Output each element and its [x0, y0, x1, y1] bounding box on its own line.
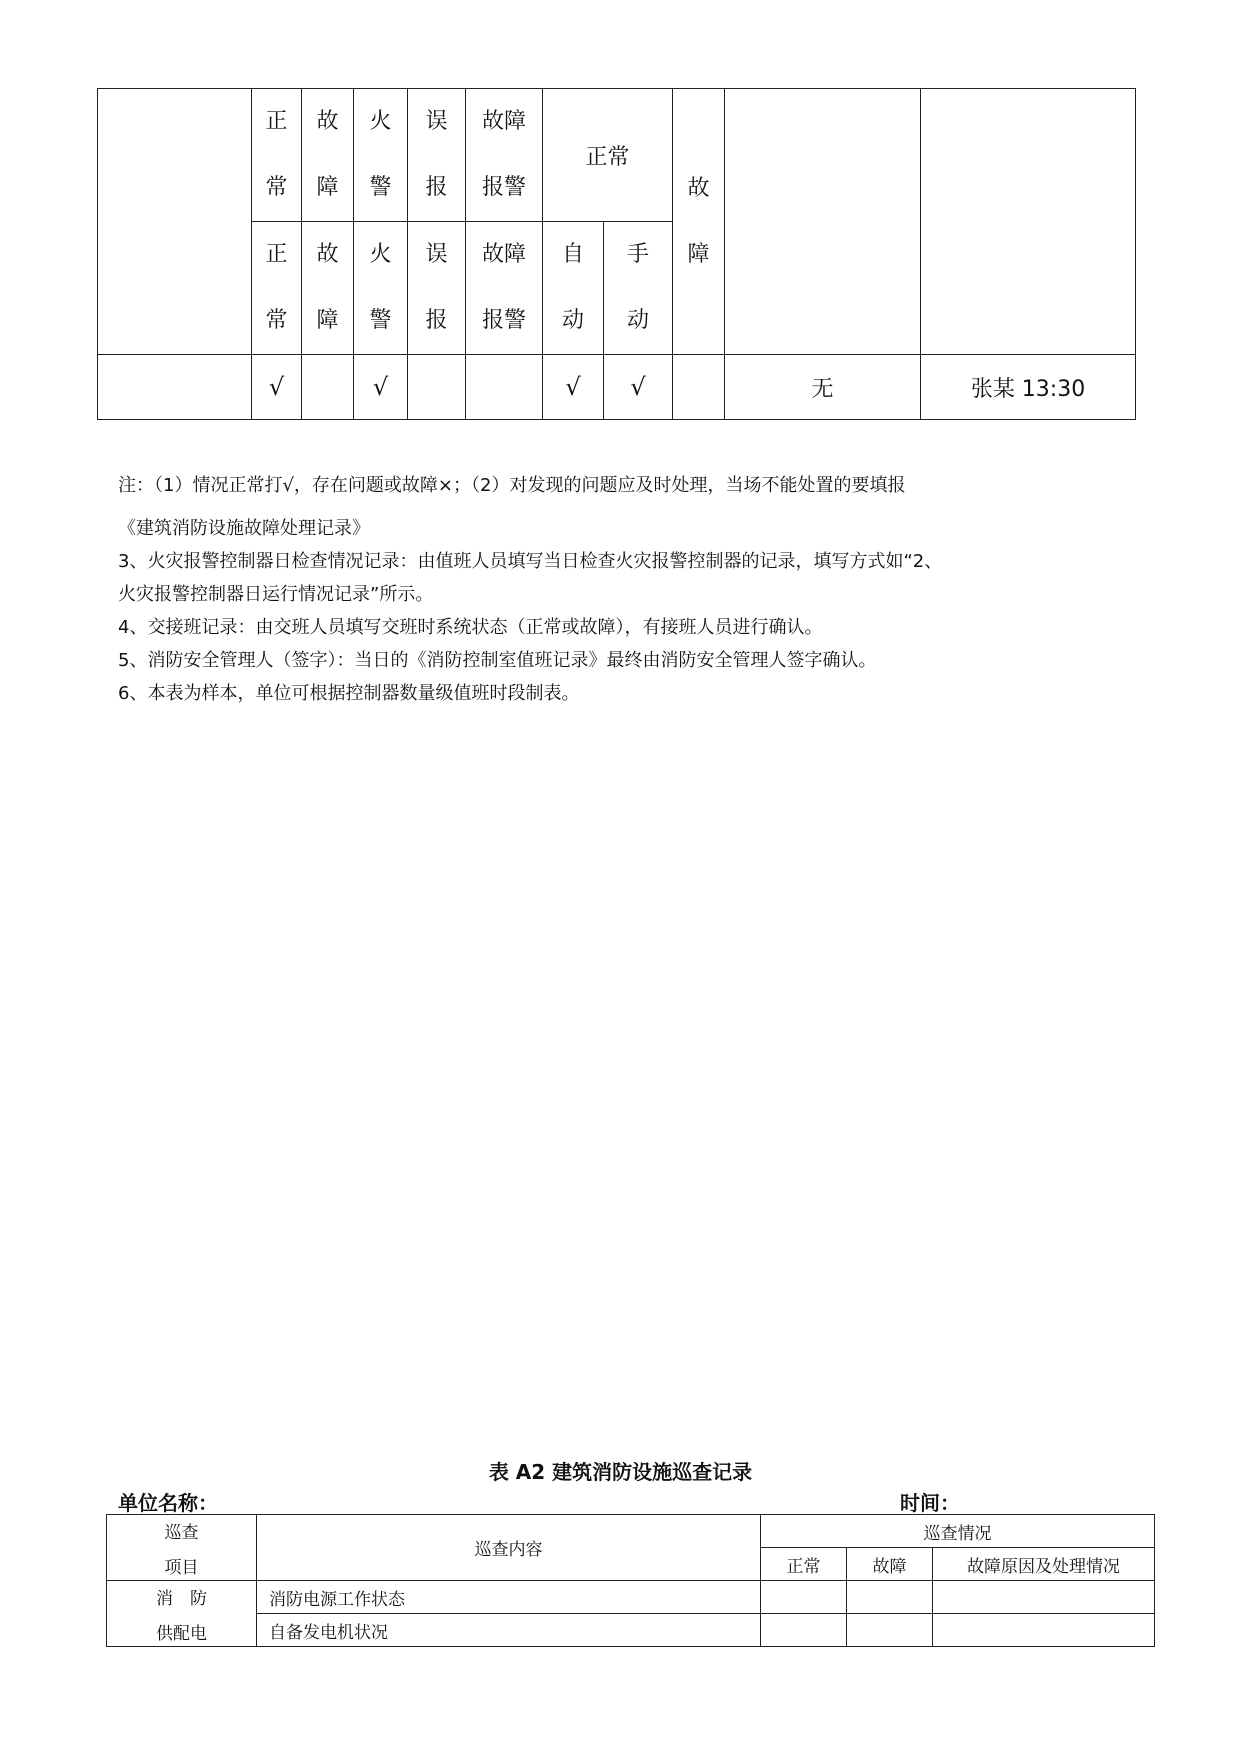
- hdr2-fire-alarm: 火 警: [354, 222, 408, 355]
- check-fire: √: [354, 355, 408, 420]
- hdr-fire-alarm: 火 警: [354, 89, 408, 222]
- hdr2-manual: 手 动: [604, 222, 673, 355]
- hdr-fault-reason: 故障原因及处理情况: [933, 1548, 1155, 1581]
- hdr-inspection-status: 巡查情况: [761, 1515, 1155, 1548]
- row-reason-cell: [933, 1581, 1155, 1614]
- check-false: [408, 355, 466, 420]
- hdr-normal-span: 正常: [543, 89, 673, 222]
- check-fault-col: [673, 355, 725, 420]
- note-line-4: 火灾报警控制器日运行情况记录”所示。: [118, 584, 434, 605]
- check-normal: √: [252, 355, 302, 420]
- a2-title: 表 A2 建筑消防设施巡查记录: [488, 1460, 753, 1484]
- inspection-record-table: [106, 1514, 1155, 1647]
- check-fault-alarm: [466, 355, 543, 420]
- row-reason-cell: [933, 1614, 1155, 1647]
- check-auto: √: [543, 355, 604, 420]
- hdr2-fault-alarm: 故障 报警: [466, 222, 543, 355]
- hdr2-fault: 故 障: [302, 222, 354, 355]
- hdr-status-fault: 故障: [847, 1548, 933, 1581]
- blank-cell-c: [921, 89, 1136, 355]
- group-fire-power-supply: 消 防 供配电: [107, 1581, 257, 1647]
- check-fault: [302, 355, 354, 420]
- hdr2-auto: 自 动: [543, 222, 604, 355]
- hdr-fault-alarm: 故障 报警: [466, 89, 543, 222]
- hdr-fault-col: 故 障: [673, 89, 725, 355]
- row-item-label: 自备发电机状况: [257, 1614, 761, 1647]
- row-normal-cell: [761, 1614, 847, 1647]
- hdr-inspection-item: 巡查 项目: [107, 1515, 257, 1581]
- hdr-normal: 正 常: [252, 89, 302, 222]
- hdr-status-normal: 正常: [761, 1548, 847, 1581]
- hdr-inspection-content: 巡查内容: [257, 1515, 761, 1581]
- duty-record-table: [97, 88, 1136, 420]
- row-item-label: 消防电源工作状态: [257, 1581, 761, 1614]
- blank-cell-b: [725, 89, 921, 355]
- hdr2-false-alarm: 误 报: [408, 222, 466, 355]
- row-fault-cell: [847, 1581, 933, 1614]
- hdr-false-alarm: 误 报: [408, 89, 466, 222]
- note-line-3: 3、火灾报警控制器日检查情况记录：由值班人员填写当日检查火灾报警控制器的记录，填写方式如“2、: [118, 551, 943, 572]
- blank-cell-a: [98, 89, 252, 355]
- note-line-2: 《建筑消防设施故障处理记录》: [118, 518, 370, 539]
- row-fault-cell: [847, 1614, 933, 1647]
- note-line-7: 6、本表为样本，单位可根据控制器数量级值班时段制表。: [118, 683, 580, 704]
- signer-cell: 张某 13:30: [921, 355, 1136, 420]
- handling-cell: 无: [725, 355, 921, 420]
- unit-name-label: 单位名称：: [118, 1491, 218, 1515]
- check-manual: √: [604, 355, 673, 420]
- hdr2-normal: 正 常: [252, 222, 302, 355]
- record-blank: [98, 355, 252, 420]
- row-normal-cell: [761, 1581, 847, 1614]
- note-line-1: 注：（1）情况正常打√，存在问题或故障×；（2）对发现的问题应及时处理，当场不能处置的要填报: [118, 475, 906, 496]
- note-line-6: 5、消防安全管理人（签字）：当日的《消防控制室值班记录》最终由消防安全管理人签字确认。: [118, 650, 877, 671]
- hdr-fault: 故 障: [302, 89, 354, 222]
- time-label: 时间：: [900, 1491, 960, 1515]
- note-line-5: 4、交接班记录：由交班人员填写交班时系统状态（正常或故障），有接班人员进行确认。: [118, 617, 823, 638]
